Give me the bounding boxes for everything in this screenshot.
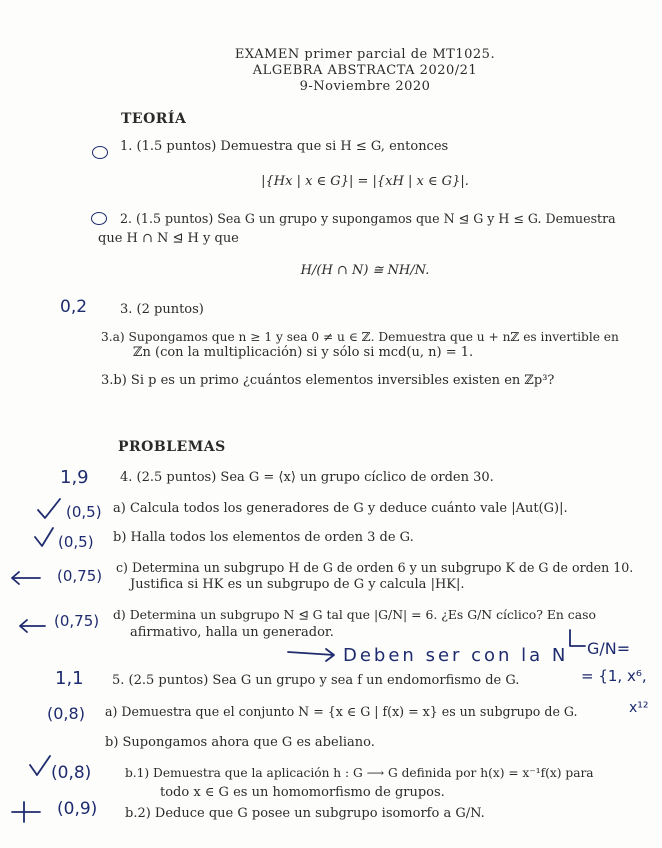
q5b1-checkmark-icon — [30, 756, 50, 775]
q4b-score-annotation: (0,5) — [58, 533, 94, 551]
q4d-side-note-1: G/N= — [587, 639, 631, 658]
q5a-side-note: x¹² — [629, 700, 649, 716]
q5b1-statement-line-1: b.1) Demuestra que la aplicación h : G ⟶ G definida por h(x) = x⁻¹f(x) para — [125, 766, 594, 780]
q4d-side-note-2: = {1, x⁶, — [581, 667, 647, 685]
q4d-handwritten-note: Deben ser con la N — [343, 645, 569, 666]
q4d-score-annotation: (0,75) — [54, 612, 100, 630]
q4a-score-annotation: (0,5) — [66, 503, 102, 521]
exam-title-line-3: 9-Noviembre 2020 — [299, 79, 431, 94]
q4c-statement-line-2: Justifica si HK es un subgrupo de G y calcula |HK|. — [130, 577, 465, 592]
q4-statement: 4. (2.5 puntos) Sea G = ⟨x⟩ un grupo cíclico de orden 30. — [120, 470, 494, 485]
q5b2-score-annotation: (0,9) — [57, 799, 98, 819]
q1-formula: |{Hx | x ∈ G}| = |{xH | x ∈ G}|. — [261, 174, 469, 189]
q4d-side-arrow-icon — [570, 630, 585, 646]
q5b1-score-annotation: (0,8) — [51, 763, 92, 783]
q2-statement-line-1: 2. (1.5 puntos) Sea G un grupo y supongamos que N ⊴ G y H ≤ G. Demuestra — [120, 211, 616, 226]
q4a-statement: a) Calcula todos los generadores de G y deduce cuánto vale |Aut(G)|. — [113, 501, 568, 516]
exam-title-line-2: ALGEBRA ABSTRACTA 2020/21 — [252, 63, 478, 78]
q5a-score-annotation: (0,8) — [47, 704, 85, 723]
exam-title-line-1: EXAMEN primer parcial de MT1025. — [234, 47, 496, 62]
q4b-statement: b) Halla todos los elementos de orden 3 de G. — [113, 530, 414, 545]
q4d-statement-line-2: afirmativo, halla un generador. — [130, 625, 334, 640]
q4a-checkmark-icon — [38, 499, 60, 518]
q5b2-arrow-mark-icon — [12, 802, 40, 822]
q1-statement: 1. (1.5 puntos) Demuestra que si H ≤ G, entonces — [120, 139, 449, 154]
q5-statement: 5. (2.5 puntos) Sea G un grupo y sea f un endomorfismo de G. — [112, 673, 520, 688]
q5b2-statement: b.2) Deduce que G posee un subgrupo isomorfo a G/N. — [125, 806, 485, 821]
q3b-statement: 3.b) Si p es un primo ¿cuántos elementos inversibles existen en ℤp³? — [101, 373, 555, 388]
q5b1-statement-line-2: todo x ∈ G es un homomorfismo de grupos. — [160, 785, 445, 800]
q4d-note-arrow-icon — [288, 649, 334, 661]
q4b-checkmark-icon — [35, 528, 53, 546]
q5-score-annotation: 1,1 — [55, 668, 84, 689]
q4c-arrow-mark-icon — [12, 572, 40, 584]
q3-score-annotation: 0,2 — [60, 297, 88, 317]
theory-heading: TEORÍA — [121, 111, 187, 127]
q5a-statement: a) Demuestra que el conjunto N = {x ∈ G | f(x) = x} es un subgrupo de G. — [105, 704, 578, 719]
q4d-statement-line-1: d) Determina un subgrupo N ⊴ G tal que |G/N| = 6. ¿Es G/N cíclico? En caso — [113, 607, 596, 622]
q3a-statement-line-1: 3.a) Supongamos que n ≥ 1 y sea 0 ≠ u ∈ ℤ. Demuestra que u + nℤ es invertible en — [101, 330, 619, 344]
q4d-arrow-mark-icon — [20, 620, 45, 632]
q2-formula: H/(H ∩ N) ≅ NH/N. — [300, 263, 430, 278]
q4c-score-annotation: (0,75) — [57, 567, 103, 585]
q5b-statement: b) Supongamos ahora que G es abeliano. — [105, 735, 375, 750]
q3a-statement-line-2: ℤn (con la multiplicación) si y sólo si mcd(u, n) = 1. — [133, 345, 474, 360]
q3-statement: 3. (2 puntos) — [120, 302, 204, 317]
q4c-statement-line-1: c) Determina un subgrupo H de G de orden 6 y un subgrupo K de G de orden 10. — [116, 560, 634, 575]
q4-score-annotation: 1,9 — [60, 467, 89, 488]
q2-statement-line-2: que H ∩ N ⊴ H y que — [98, 231, 239, 246]
problems-heading: PROBLEMAS — [118, 439, 226, 455]
